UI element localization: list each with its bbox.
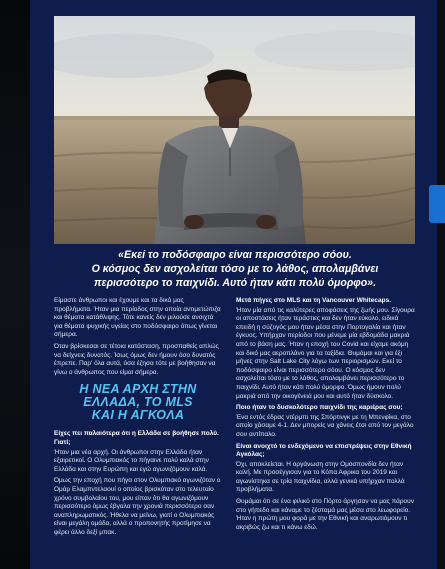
answer-paragraph-1: Ήταν μια νέα αρχή. Οι άνθρωποι στην Ελλάδα ήταν εξαιρετικοί. Ο Ολυμπιακός το πήγαινε πολύ καλά στην Ελλάδα και στην Ευρώπη και εγώ αγωνιζόμουν καλά. xyxy=(54,448,209,473)
pull-quote-line-2: Ο κόσμος δεν ασχολείται τόσο με το λάθος, απολαμβάνει xyxy=(91,263,379,275)
answer-mls: Ήταν μία από τις καλύτερες αποφάσεις της ζωής μου. Σίγουρα οι αποστάσεις ήταν τεράστιες και δεν ήταν εύκολο, ειδικά επειδή η σύζυγός μου ήταν μέσα στην Πορτογαλία και ήταν έγκυος. Υπήρχαν περίοδοι που μένεμε μία εβδομάδα μακριά από το βάση μας. Ήταν η εποχή του Covid και είχαμε ακόμη και δικό μας αεροπλάνο για τα ταξίδια. Θυμάμαι και για έξι μήνες στην Salt Lake City λόγω των περιορισμών. Εκεί το ποδόσφαιρο είναι περισσότερο σόου. Ο κόσμος δεν ασχολείται τόσο με το λάθος, απολαμβάνει περισσότερο το παιχνίδι. Αυτό ήταν κάτι πολύ όμορφο. Όμως ήμουν πολύ μακριά από την οικογένειά μου και αυτό ήταν δύσκολο. xyxy=(236,306,415,400)
answer-hardest-game: Ένα εντός έδρας ντέρμπι της Σπόρτινγκ με τη Μπενφίκα, στο οποίο χάσαμε 4-1. Δεν μπορείς να χάνεις έτσι από τον μεγάλο σου αντίπαλο. xyxy=(236,413,414,438)
intro-paragraph-1: Είμαστε άνθρωποι και έχουμε και τα δικά μας προβλήματα. Ήταν μια περίοδος στην οποία αντιμετώπιζα και θέματα κατάθλιψης. Τότε κανείς δεν μιλούσε ανοιχτά για θέματα ψυχικής υγείας στο ποδόσφαιρο όπως γίνεται σήμερα. xyxy=(54,297,221,339)
next-page-edge xyxy=(437,0,445,569)
left-column xyxy=(54,297,222,540)
section-title-line-2: ΕΛΛΑΔΑ, ΤΟ MLS xyxy=(83,395,193,410)
answer-angola-2: Θυμάμαι ότι σε ένα φιλικό στο Πόρτο άργησαν να μας πάρουν στο γήπεδο και κάναμε το ζέσταμά μας μέσα στο λεωφορείο. Ήταν η πρώτη μου φορά με την Εθνική και αναρωτιόμουν τι ακριβώς ζω και τι κάνω εδώ. xyxy=(236,498,414,531)
side-tab-marker xyxy=(429,185,445,223)
answer-angola-1: Όχι, αποκλείεται. Η οργάνωση στην Ομοσπονδία δεν ήταν καλή. Με προσέγγισαν για το Κόπα Αφρικα του 2019 και αγωνίστηκα σε τρία παιχνίδια, αλλά γενικά υπήρχαν πολλά προβλήματα. xyxy=(236,460,405,494)
interview-question-hardest-game: Ποιο ήταν το δυσκολότερο παιχνίδι της καριέρας σου; xyxy=(236,404,403,412)
magazine-page xyxy=(30,0,437,569)
pull-quote xyxy=(40,248,430,290)
right-column xyxy=(236,297,416,535)
answer-paragraph-2: Όμως την εποχή που πήγα στον Ολυμπιακό αγωνιζόταν ο Ομάρ Ελαμπντελαουί ο οποίος βρισκόταν στο τελευταίο χρόνο συμβολαίου του, μου είπαν ότι θα αγωνιζόμουν περισσότερο όμως έβγαλα την χρονιά περισσότερο σαν αναπληρωματικός. Ήθελα να μείνω, γιατί ο Ολυμπιακός είναι μεγάλη ομάδα, αλλά ο προπονητής προτίμησε να φέρει άλλο δεξί μπακ. xyxy=(54,477,221,536)
section-title xyxy=(54,383,222,422)
section-title-line-1: Η ΝΕΑ ΑΡΧΗ ΣΤΗΝ xyxy=(79,382,197,397)
section-title-line-3: ΚΑΙ Η ΑΓΚΟΛΑ xyxy=(91,408,185,423)
interview-question-greece: Είχες πει παλαιότερα ότι η Ελλάδα σε βοήθησε πολύ. Γιατί; xyxy=(54,430,219,446)
interview-question-angola: Είναι ανοιχτό το ενδεχόμενο να επιστρέψεις στην Εθνική Αγκόλας; xyxy=(236,442,412,459)
player-photo xyxy=(54,16,415,244)
interview-question-mls: Μετά πήγες στο MLS και τη Vancouver Whitecaps. xyxy=(236,297,392,304)
pull-quote-line-1: «Εκεί το ποδόσφαιρο είναι περισσότερο σόου. xyxy=(118,249,352,261)
intro-paragraph-2: Όταν βρίσκεσαι σε τέτοια κατάσταση, προσπαθείς απλώς να δείχνεις δυνατός. Ίσως όμως δεν ήμουν όσο δυνατός έπρεπε. Παρ' όλα αυτά, όσα έζησα τότε με βοήθησαν να γίνω ο άνθρωπος που είμαι σήμερα. xyxy=(54,342,219,376)
magazine-binding-edge xyxy=(0,0,30,569)
pull-quote-line-3: περισσότερο το παιχνίδι. Αυτό ήταν κάτι πολύ όμορφο». xyxy=(93,277,377,289)
